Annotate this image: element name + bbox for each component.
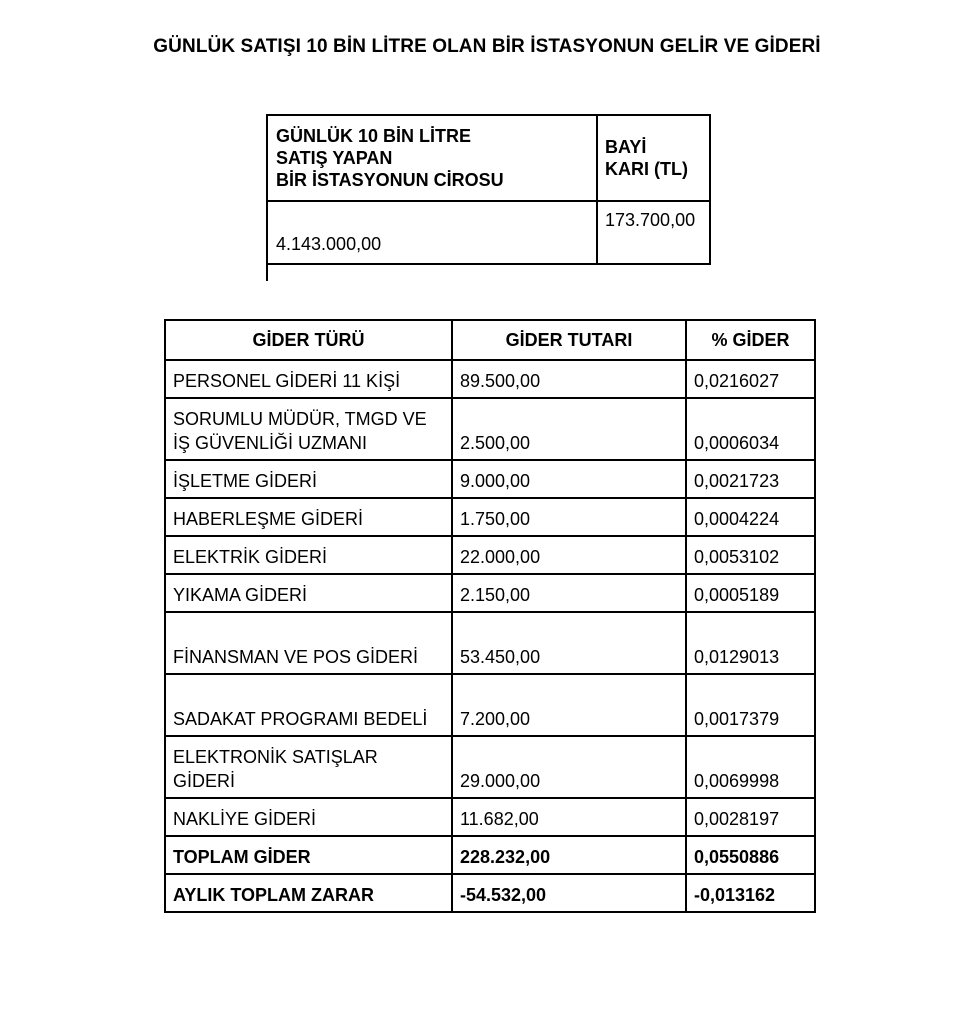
expense-percent: 0,0006034: [686, 398, 815, 460]
table-row: [165, 398, 815, 460]
profit-header-line: BAYİ: [605, 137, 647, 157]
expense-amount: 9.000,00: [452, 460, 686, 498]
expense-amount: 29.000,00: [452, 736, 686, 798]
table-row: [165, 360, 815, 398]
table-row: [165, 674, 815, 736]
expense-amount: 2.500,00: [452, 398, 686, 460]
table-row: [165, 536, 815, 574]
expense-amount: 7.200,00: [452, 674, 686, 736]
summary-value-row: [268, 200, 709, 263]
table-border-stub: [266, 262, 268, 281]
expense-type: SORUMLU MÜDÜR, TMGD VE İŞ GÜVENLİĞİ UZMANI: [165, 398, 452, 460]
expense-type: ELEKTRİK GİDERİ: [165, 536, 452, 574]
expense-type: FİNANSMAN VE POS GİDERİ: [165, 612, 452, 674]
revenue-header-line: GÜNLÜK 10 BİN LİTRE: [276, 126, 472, 146]
total-label: TOPLAM GİDER: [165, 836, 452, 874]
table-row: [165, 460, 815, 498]
revenue-header-line: SATIŞ YAPAN: [276, 148, 393, 168]
expense-type: SADAKAT PROGRAMI BEDELİ: [165, 674, 452, 736]
expense-percent: 0,0021723: [686, 460, 815, 498]
summary-header-row: [268, 116, 709, 200]
expense-type: PERSONEL GİDERİ 11 KİŞİ: [165, 360, 452, 398]
total-expense-row: [165, 836, 815, 874]
header-expense-percent: % GİDER: [686, 320, 815, 360]
profit-value: 173.700,00: [605, 210, 696, 230]
expense-amount: 2.150,00: [452, 574, 686, 612]
expense-percent: 0,0053102: [686, 536, 815, 574]
expense-type: YIKAMA GİDERİ: [165, 574, 452, 612]
loss-amount: -54.532,00: [452, 874, 686, 912]
revenue-header-cell: [268, 116, 598, 200]
expense-amount: 89.500,00: [452, 360, 686, 398]
table-row: [165, 612, 815, 674]
table-row: [165, 798, 815, 836]
profit-header-cell: [598, 116, 709, 200]
profit-header-line: KARI (TL): [605, 159, 688, 179]
expense-amount: 1.750,00: [452, 498, 686, 536]
expense-header-row: [165, 320, 815, 360]
loss-percent: -0,013162: [686, 874, 815, 912]
expense-table: [164, 319, 816, 913]
table-row: [165, 498, 815, 536]
total-percent: 0,0550886: [686, 836, 815, 874]
expense-type: HABERLEŞME GİDERİ: [165, 498, 452, 536]
revenue-value: 4.143.000,00: [268, 202, 598, 263]
expense-percent: 0,0017379: [686, 674, 815, 736]
expense-percent: 0,0069998: [686, 736, 815, 798]
expense-type: NAKLİYE GİDERİ: [165, 798, 452, 836]
expense-percent: 0,0005189: [686, 574, 815, 612]
header-expense-type: GİDER TÜRÜ: [165, 320, 452, 360]
expense-percent: 0,0216027: [686, 360, 815, 398]
table-row: [165, 736, 815, 798]
monthly-loss-row: [165, 874, 815, 912]
expense-percent: 0,0028197: [686, 798, 815, 836]
revenue-header-line: BİR İSTASYONUN CİROSU: [276, 170, 504, 190]
total-amount: 228.232,00: [452, 836, 686, 874]
expense-amount: 22.000,00: [452, 536, 686, 574]
table-row: [165, 574, 815, 612]
expense-amount: 53.450,00: [452, 612, 686, 674]
expense-type: İŞLETME GİDERİ: [165, 460, 452, 498]
expense-percent: 0,0129013: [686, 612, 815, 674]
page-title: GÜNLÜK SATIŞI 10 BİN LİTRE OLAN BİR İSTASYONUN GELİR VE GİDERİ: [153, 36, 821, 57]
header-expense-amount: GİDER TUTARI: [452, 320, 686, 360]
expense-percent: 0,0004224: [686, 498, 815, 536]
expense-type: ELEKTRONİK SATIŞLAR GİDERİ: [165, 736, 452, 798]
revenue-summary-table: [266, 114, 711, 265]
expense-amount: 11.682,00: [452, 798, 686, 836]
loss-label: AYLIK TOPLAM ZARAR: [165, 874, 452, 912]
